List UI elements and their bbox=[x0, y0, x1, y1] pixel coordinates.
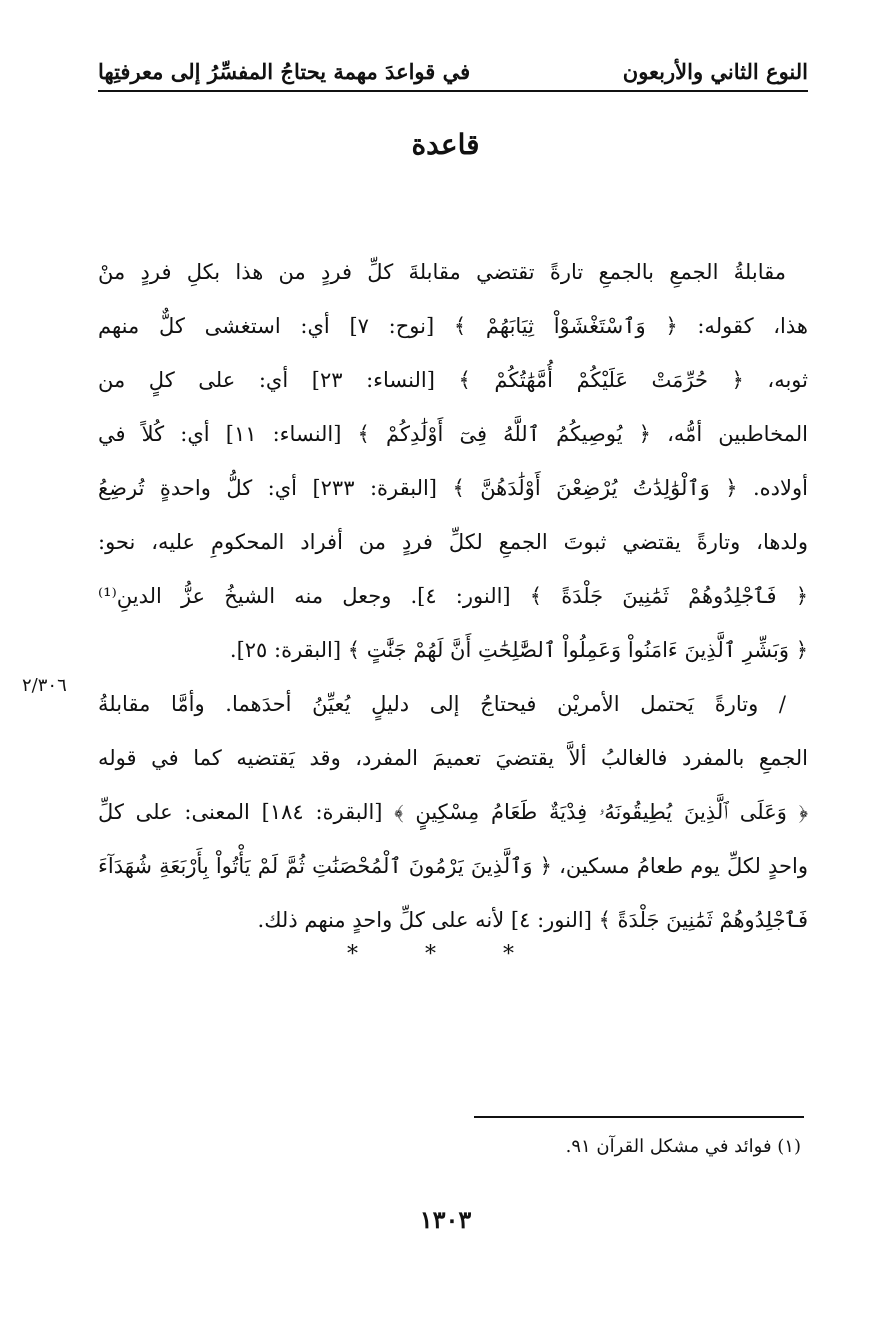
text-line: ﴿ وَبَشِّرِ ٱلَّذِينَ ءَامَنُواْ وَعَمِلُواْ ٱلصَّٰلِحَٰتِ أَنَّ لَهُمْ جَنَّٰتٍ ﴾ [البقرة: ٢٥]. bbox=[229, 638, 808, 662]
section-divider-stars: * * * bbox=[347, 942, 544, 967]
text-line: ثوبه، ﴿ حُرِّمَتْ عَلَيْكُمْ أُمَّهَٰتُكُمْ ﴾ [النساء: ٢٣] أي: على كلٍ من bbox=[98, 368, 808, 392]
text-line: ﴿ فَٱجْلِدُوهُمْ ثَمَٰنِينَ جَلْدَةً ﴾ [النور: ٤]. وجعل منه الشيخُ عزُّ الدينِ⁽¹⁾ bbox=[98, 584, 808, 608]
page-number: ١٣٠٣ bbox=[419, 1205, 472, 1234]
footnote-separator bbox=[474, 1116, 804, 1118]
text-line: ولدها، وتارةً يقتضي ثبوتَ الجمعِ لكلِّ فردٍ من أفراد المحكومِ عليه، نحو: bbox=[98, 530, 808, 554]
text-line: هذا، كقوله: ﴿ وَٱسْتَغْشَوْاْ ثِيَابَهُمْ ﴾ [نوح: ٧] أي: استغشى كلٌّ منهم bbox=[98, 314, 808, 338]
header-chapter: النوع الثاني والأربعون bbox=[622, 59, 808, 84]
text-line: أولاده. ﴿ وَٱلْوَٰلِدَٰتُ يُرْضِعْنَ أَوْلَٰدَهُنَّ ﴾ [البقرة: ٢٣٣] أي: كلُّ واحدةٍ تُرضِعُ bbox=[98, 476, 808, 500]
body-text bbox=[98, 245, 808, 947]
text-line: الجمعِ بالمفرد فالغالبُ ألاَّ يقتضيَ تعميمَ المفرد، وقد يَقتضيه كما في قوله bbox=[98, 746, 808, 770]
running-header bbox=[98, 52, 808, 92]
header-section: في قواعدَ مهمة يحتاجُ المفسِّرُ إلى معرفتِها bbox=[98, 59, 471, 84]
page-title: قاعدة bbox=[411, 128, 480, 161]
text-line: فَٱجْلِدُوهُمْ ثَمَٰنِينَ جَلْدَةً ﴾ [النور: ٤] لأنه على كلِّ واحدٍ منهم ذلك. bbox=[257, 908, 808, 932]
text-line: / وتارةً يَحتمل الأمريْن فيحتاجُ إلى دليلٍ يُعيِّنُ أحدَهما. وأمَّا مقابلةُ bbox=[98, 692, 786, 716]
text-line: واحدٍ لكلِّ يوم طعامُ مسكين، ﴿ وَٱلَّذِينَ يَرْمُونَ ٱلْمُحْصَنَٰتِ ثُمَّ لَمْ يَأْتُواْ بِأَرْبَعَةِ شُهَدَآءَ bbox=[98, 854, 808, 878]
text-line: المخاطبين أمُّه، ﴿ يُوصِيكُمُ ٱللَّهُ فِىٓ أَوْلَٰدِكُمْ ﴾ [النساء: ١١] أي: كُلاً في bbox=[98, 422, 808, 446]
margin-page-reference: ٢/٣٠٦ bbox=[22, 675, 67, 696]
footnote: (١) فوائد في مشكل القرآن ٩١. bbox=[565, 1136, 801, 1157]
text-line: مقابلةُ الجمعِ بالجمعِ تارةً تقتضي مقابلةَ كلِّ فردٍ من هذا بكلِ فردٍ منْ bbox=[98, 260, 786, 284]
text-line: ﴿ وَعَلَى ٱلَّذِينَ يُطِيقُونَهُۥ فِدْيَةٌ طَعَامُ مِسْكِينٍ ﴾ [البقرة: ١٨٤] المعنى: على كلِّ bbox=[98, 800, 808, 824]
